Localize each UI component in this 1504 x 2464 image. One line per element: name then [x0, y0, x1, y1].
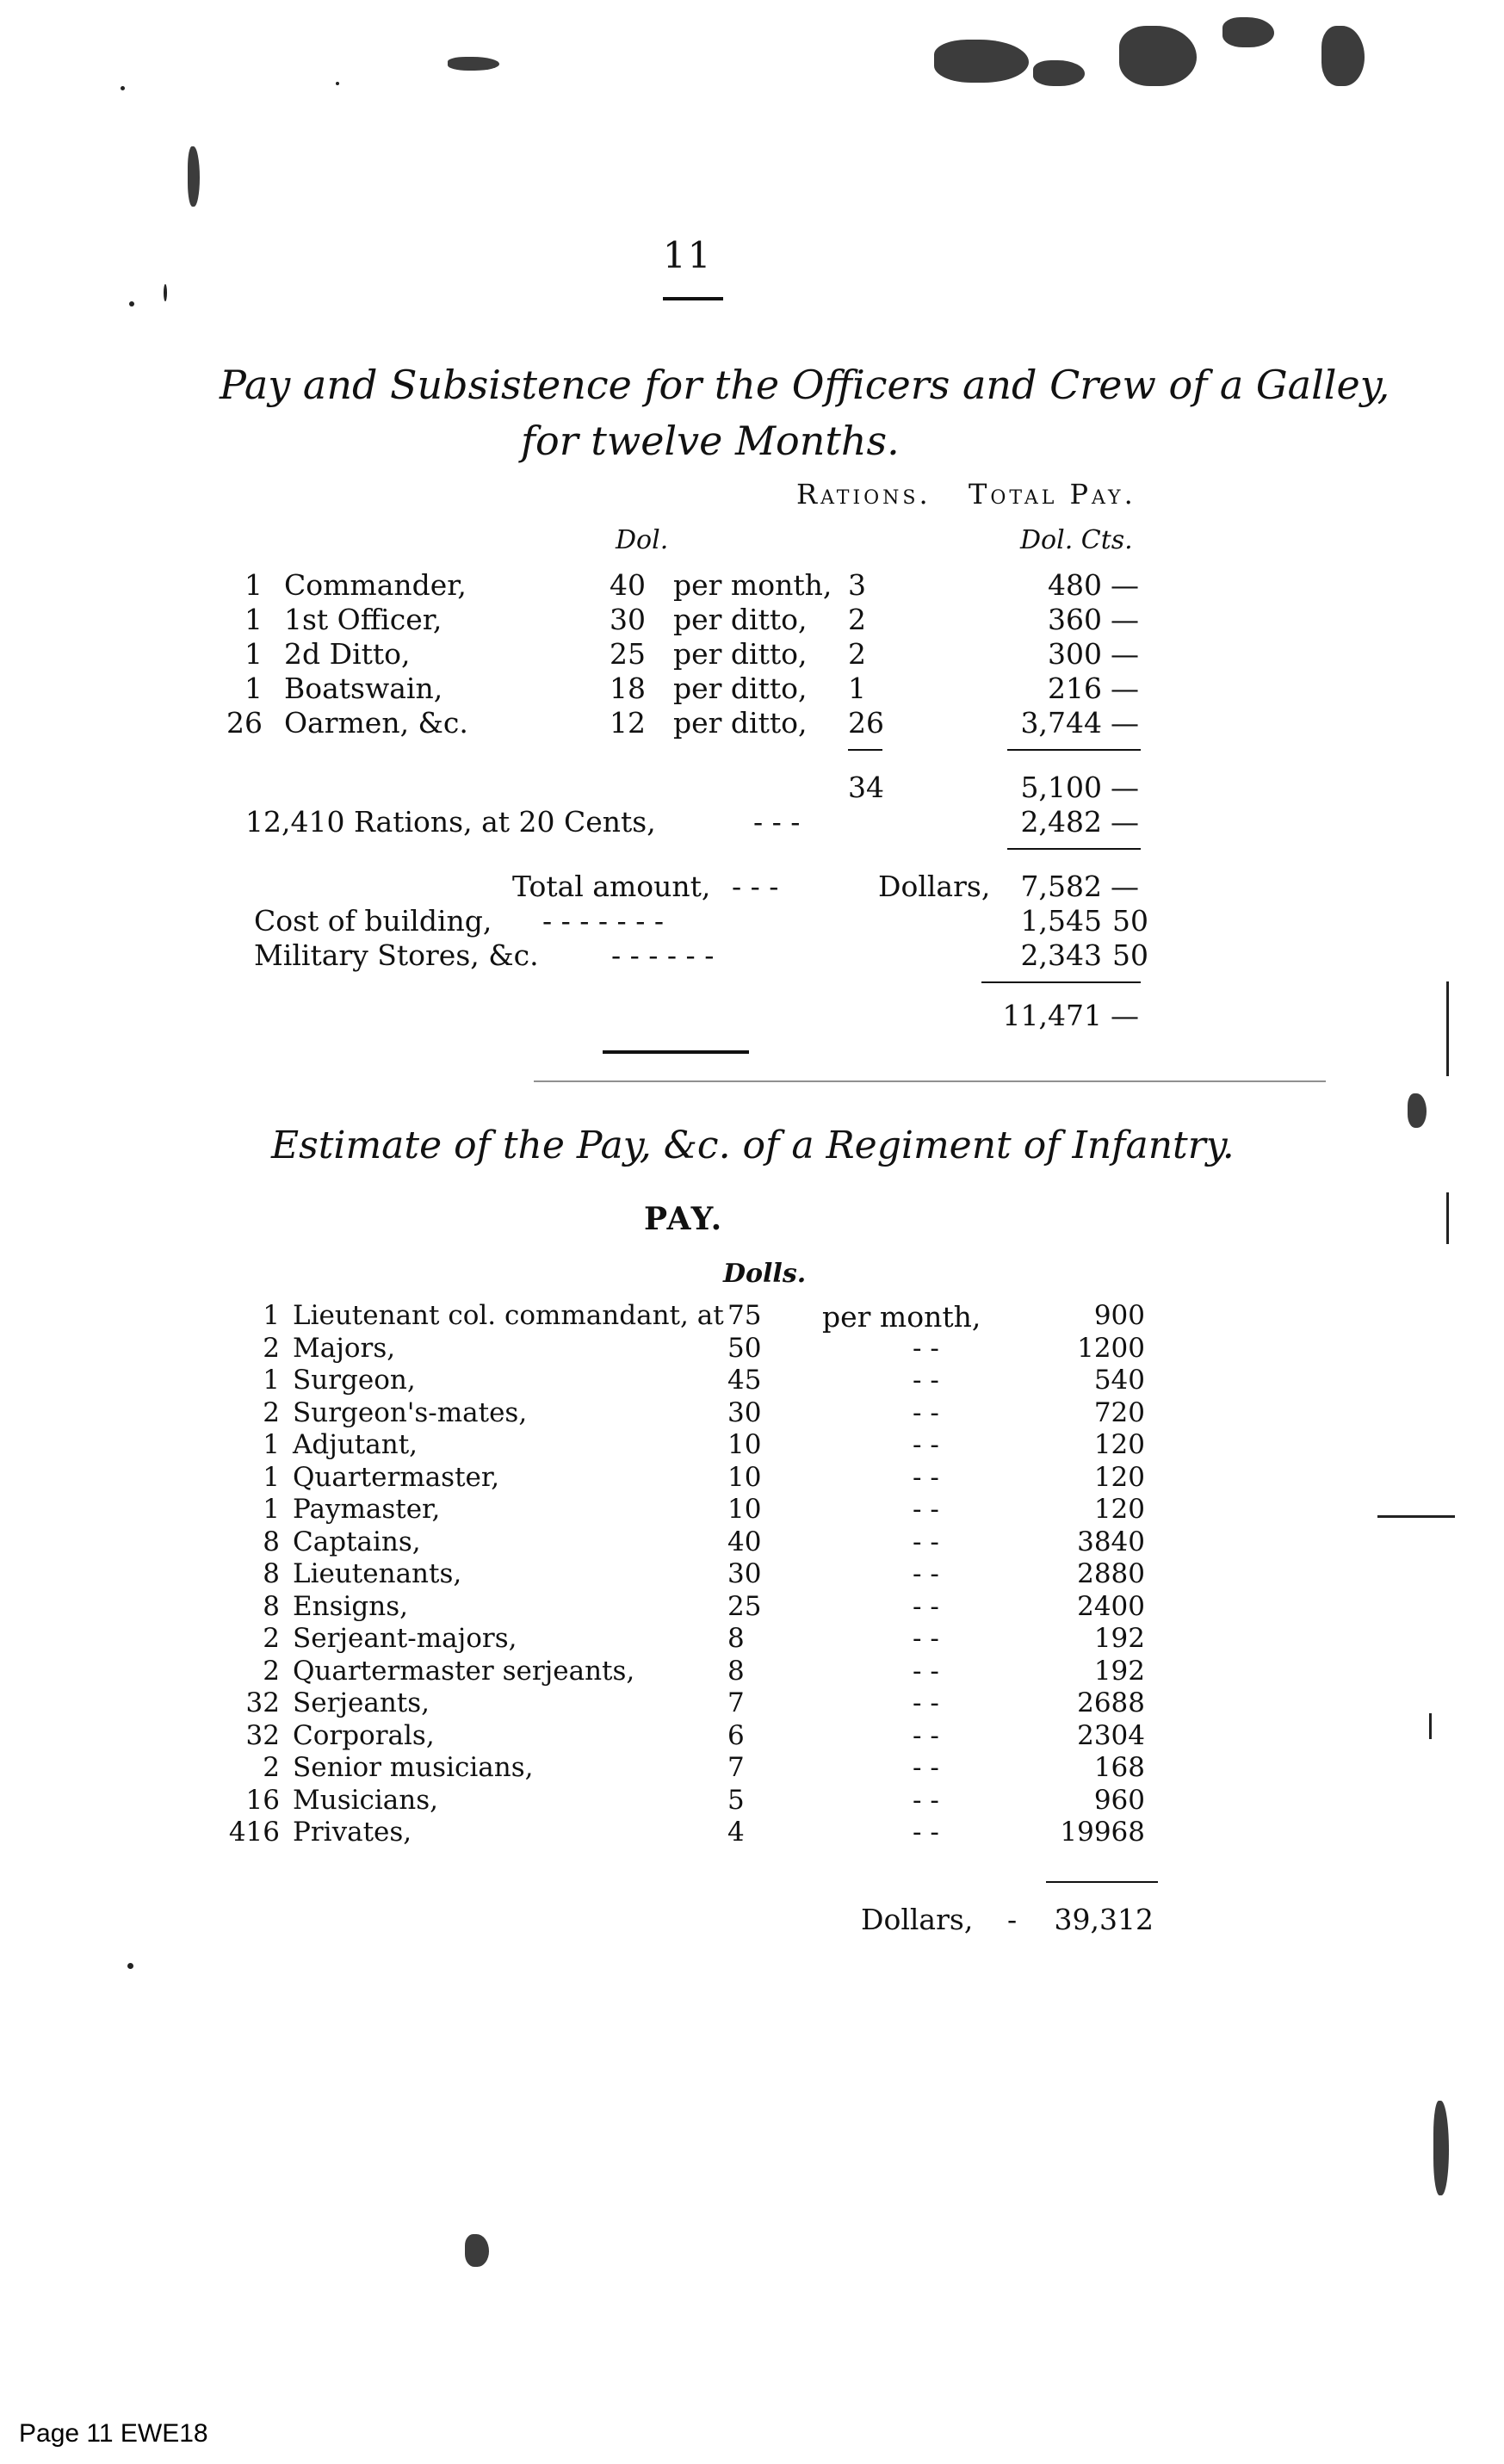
cost-total: 1,545	[1020, 904, 1102, 938]
galley-per: per ditto,	[673, 672, 808, 705]
military-stores-row	[0, 938, 1504, 973]
regiment-total: 2688	[1077, 1687, 1145, 1718]
galley-title-line2: for twelve Months.	[521, 418, 900, 464]
regiment-total-rule	[1046, 1881, 1158, 1883]
galley-row	[0, 603, 1504, 637]
per-month-label: per month,	[822, 1300, 981, 1334]
galley-grand-total-cts: —	[1111, 999, 1139, 1032]
regiment-count: 8	[263, 1558, 280, 1589]
regiment-total: 2400	[1077, 1591, 1145, 1622]
regiment-rank: Surgeon,	[293, 1365, 416, 1396]
galley-total: 216	[1048, 672, 1102, 705]
rations-total: 34	[848, 771, 884, 804]
unit-dolls: Dolls.	[723, 1259, 807, 1289]
regiment-rank: Surgeon's-mates,	[293, 1397, 528, 1428]
regiment-count: 1	[263, 1429, 280, 1460]
regiment-rank: Serjeant-majors,	[293, 1623, 517, 1654]
regiment-total: 168	[1093, 1752, 1145, 1783]
regiment-row-dashes: - -	[913, 1526, 939, 1557]
regiment-row-dashes: - -	[913, 1623, 939, 1654]
subtotal: 5,100	[1020, 771, 1102, 804]
galley-rank: Commander,	[284, 568, 467, 602]
galley-cts: —	[1111, 706, 1139, 740]
regiment-row-dashes: - -	[913, 1558, 939, 1589]
regiment-dollars-dash: -	[1007, 1903, 1018, 1936]
regiment-dollars-label: Dollars,	[861, 1903, 974, 1936]
regiment-rank: Lieutenants,	[293, 1558, 462, 1589]
section-divider	[603, 1050, 749, 1054]
galley-rate: 30	[610, 603, 646, 636]
regiment-total: 540	[1093, 1365, 1145, 1396]
regiment-row	[0, 1300, 1504, 1334]
regiment-row	[0, 1526, 1504, 1561]
galley-per: per ditto,	[673, 637, 808, 671]
rations-line-total: 2,482	[1020, 805, 1102, 839]
galley-cts: —	[1111, 568, 1139, 602]
galley-per: per ditto,	[673, 706, 808, 740]
regiment-row	[0, 1558, 1504, 1593]
regiment-row	[0, 1397, 1504, 1432]
col-header-total-pay: Total Pay.	[969, 478, 1136, 511]
cost-label: Cost of building,	[254, 904, 492, 938]
galley-row	[0, 706, 1504, 740]
regiment-total: 19968	[1060, 1817, 1145, 1848]
regiment-row-dashes: - -	[913, 1817, 939, 1848]
regiment-row	[0, 1623, 1504, 1657]
regiment-rate: 10	[727, 1462, 762, 1493]
regiment-grand-total: 39,312	[1054, 1903, 1154, 1936]
total-amount-label: Total amount,	[512, 870, 711, 903]
regiment-rank: Lieutenant col. commandant, at	[293, 1300, 724, 1331]
regiment-count: 2	[263, 1656, 280, 1687]
regiment-total: 2880	[1077, 1558, 1145, 1589]
regiment-count: 416	[228, 1817, 280, 1848]
regiment-rank: Paymaster,	[293, 1494, 441, 1525]
rations-rule	[848, 749, 882, 751]
galley-per: per ditto,	[673, 603, 808, 636]
regiment-total: 120	[1093, 1429, 1145, 1460]
regiment-rank: Serjeants,	[293, 1687, 430, 1718]
stores-dashes: - - - - - -	[611, 938, 715, 972]
regiment-row-dashes: - -	[913, 1591, 939, 1622]
regiment-total: 120	[1093, 1494, 1145, 1525]
galley-rank: Oarmen, &c.	[284, 706, 468, 740]
regiment-row-dashes: - -	[913, 1785, 939, 1816]
galley-count: 26	[226, 706, 263, 740]
rations-line-label: 12,410 Rations, at 20 Cents,	[245, 805, 656, 839]
regiment-rate: 45	[727, 1365, 762, 1396]
regiment-total: 192	[1093, 1656, 1145, 1687]
regiment-total: 192	[1093, 1623, 1145, 1654]
galley-total: 480	[1048, 568, 1102, 602]
regiment-count: 8	[263, 1591, 280, 1622]
galley-grand-total: 11,471	[1002, 999, 1102, 1032]
regiment-rank: Corporals,	[293, 1720, 435, 1751]
regiment-total-row	[0, 1903, 1504, 1937]
regiment-row	[0, 1817, 1504, 1851]
regiment-rank: Privates,	[293, 1817, 412, 1848]
regiment-rank: Adjutant,	[293, 1429, 418, 1460]
galley-cts: —	[1111, 672, 1139, 705]
regiment-rank: Senior musicians,	[293, 1752, 534, 1783]
regiment-count: 1	[263, 1365, 280, 1396]
page-footer: Page 11 EWE18	[19, 2419, 208, 2448]
regiment-rate: 8	[727, 1656, 745, 1687]
galley-row	[0, 637, 1504, 672]
galley-count: 1	[244, 637, 263, 671]
galley-count: 1	[244, 603, 263, 636]
regiment-rate: 50	[727, 1333, 762, 1364]
regiment-rate: 10	[727, 1494, 762, 1525]
total-amount-row	[0, 870, 1504, 904]
regiment-rank: Musicians,	[293, 1785, 439, 1816]
regiment-count: 8	[263, 1526, 280, 1557]
total-rule-1	[1007, 749, 1141, 751]
galley-count: 1	[244, 672, 263, 705]
rations-line-dashes: - - -	[753, 805, 801, 839]
regiment-rank: Majors,	[293, 1333, 396, 1364]
galley-grand-total-row	[0, 999, 1504, 1033]
regiment-total: 960	[1093, 1785, 1145, 1816]
galley-rations: 2	[848, 603, 866, 636]
regiment-row-dashes: - -	[913, 1333, 939, 1364]
regiment-rate: 8	[727, 1623, 745, 1654]
unit-dol: Dol.	[616, 525, 669, 555]
galley-rank: 2d Ditto,	[284, 637, 411, 671]
galley-rations: 2	[848, 637, 866, 671]
regiment-rate: 75	[727, 1300, 762, 1331]
regiment-count: 2	[263, 1333, 280, 1364]
rations-line-cts: —	[1111, 805, 1139, 839]
galley-rank: Boatswain,	[284, 672, 443, 705]
galley-rate: 25	[610, 637, 646, 671]
cost-cts: 50	[1112, 904, 1148, 938]
galley-rations: 26	[848, 706, 884, 740]
regiment-row-dashes: - -	[913, 1462, 939, 1493]
regiment-count: 1	[263, 1462, 280, 1493]
regiment-rank: Quartermaster serjeants,	[293, 1656, 635, 1687]
total-amount-cts: —	[1111, 870, 1139, 903]
galley-rate: 12	[610, 706, 646, 740]
regiment-row	[0, 1365, 1504, 1399]
regiment-rate: 6	[727, 1720, 745, 1751]
page-number: 11	[663, 234, 713, 276]
galley-total: 360	[1048, 603, 1102, 636]
unit-dol-cts: Dol. Cts.	[1020, 525, 1133, 555]
col-header-rations: Rations.	[796, 478, 931, 511]
regiment-row	[0, 1720, 1504, 1755]
regiment-row	[0, 1494, 1504, 1528]
regiment-row-dashes: - -	[913, 1429, 939, 1460]
regiment-rate: 10	[727, 1429, 762, 1460]
regiment-row-dashes: - -	[913, 1397, 939, 1428]
total-rule-3	[981, 981, 1141, 983]
regiment-total: 1200	[1077, 1333, 1145, 1364]
galley-count: 1	[244, 568, 263, 602]
galley-subtotal-row	[0, 771, 1504, 805]
subtotal-cts: —	[1111, 771, 1139, 804]
regiment-rate: 40	[727, 1526, 762, 1557]
regiment-rank: Ensigns,	[293, 1591, 408, 1622]
galley-rate: 18	[610, 672, 646, 705]
regiment-total: 2304	[1077, 1720, 1145, 1751]
galley-row	[0, 672, 1504, 706]
galley-title-line1: Pay and Subsistence for the Officers and Crew of a Galley,	[220, 362, 1390, 408]
regiment-row-dashes: - -	[913, 1720, 939, 1751]
regiment-total: 900	[1093, 1300, 1145, 1331]
regiment-count: 16	[245, 1785, 280, 1816]
regiment-row-dashes: - -	[913, 1687, 939, 1718]
cost-building-row	[0, 904, 1504, 938]
regiment-total: 720	[1093, 1397, 1145, 1428]
regiment-count: 32	[245, 1687, 280, 1718]
regiment-rate: 30	[727, 1558, 762, 1589]
regiment-title: Estimate of the Pay, &c. of a Regiment of Infantry.	[271, 1124, 1235, 1167]
regiment-rate: 4	[727, 1817, 745, 1848]
regiment-row-dashes: - -	[913, 1656, 939, 1687]
galley-rations: 1	[848, 672, 866, 705]
regiment-count: 2	[263, 1623, 280, 1654]
regiment-count: 32	[245, 1720, 280, 1751]
galley-total: 3,744	[1020, 706, 1102, 740]
regiment-row	[0, 1333, 1504, 1367]
total-amount-dashes: - - -	[732, 870, 779, 903]
cost-dashes: - - - - - - -	[542, 904, 664, 938]
galley-per: per month,	[673, 568, 832, 602]
regiment-count: 1	[263, 1494, 280, 1525]
galley-row	[0, 568, 1504, 603]
regiment-row-dashes: - -	[913, 1365, 939, 1396]
regiment-row	[0, 1462, 1504, 1496]
rations-cost-row	[0, 805, 1504, 839]
regiment-row	[0, 1785, 1504, 1819]
regiment-rate: 7	[727, 1687, 745, 1718]
galley-total: 300	[1048, 637, 1102, 671]
regiment-count: 1	[263, 1300, 280, 1331]
galley-rank: 1st Officer,	[284, 603, 443, 636]
regiment-rank: Captains,	[293, 1526, 421, 1557]
galley-rate: 40	[610, 568, 646, 602]
galley-rations: 3	[848, 568, 866, 602]
total-amount-unit: Dollars,	[878, 870, 991, 903]
galley-cts: —	[1111, 603, 1139, 636]
regiment-row-dashes: - -	[913, 1494, 939, 1525]
pay-heading: PAY.	[644, 1201, 724, 1237]
stores-total: 2,343	[1020, 938, 1102, 972]
regiment-count: 2	[263, 1397, 280, 1428]
stores-cts: 50	[1112, 938, 1148, 972]
regiment-rate: 7	[727, 1752, 745, 1783]
regiment-row	[0, 1429, 1504, 1464]
regiment-rate: 25	[727, 1591, 762, 1622]
regiment-rank: Quartermaster,	[293, 1462, 500, 1493]
regiment-rate: 5	[727, 1785, 745, 1816]
regiment-rate: 30	[727, 1397, 762, 1428]
galley-cts: —	[1111, 637, 1139, 671]
regiment-count: 2	[263, 1752, 280, 1783]
regiment-total: 3840	[1077, 1526, 1145, 1557]
regiment-row	[0, 1656, 1504, 1690]
regiment-row-dashes: - -	[913, 1752, 939, 1783]
stores-label: Military Stores, &c.	[254, 938, 539, 972]
regiment-row	[0, 1752, 1504, 1786]
regiment-row	[0, 1687, 1504, 1722]
regiment-total: 120	[1093, 1462, 1145, 1493]
regiment-row	[0, 1591, 1504, 1625]
total-amount: 7,582	[1020, 870, 1102, 903]
page-number-rule	[663, 297, 723, 300]
total-rule-2	[1007, 848, 1141, 850]
